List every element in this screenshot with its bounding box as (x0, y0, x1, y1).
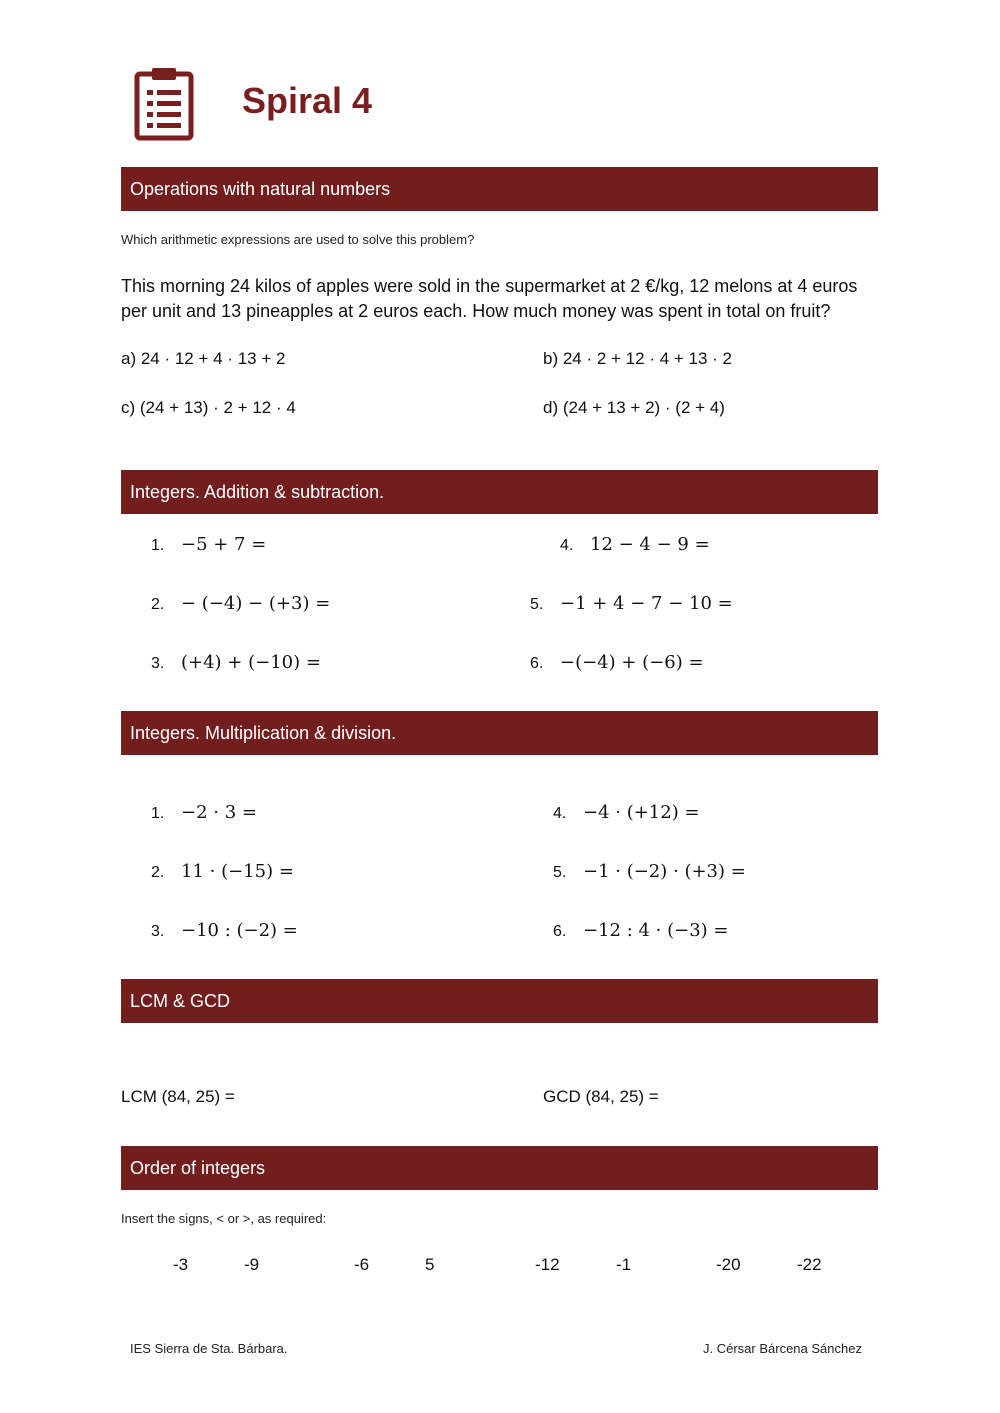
option-a[interactable]: a) 24 · 12 + 4 · 13 + 2 (121, 349, 286, 368)
exercise-item (151, 534, 266, 555)
exercise-number: 4. (553, 805, 567, 822)
exercise-number: 1. (151, 805, 165, 822)
section-header-order: Order of integers (121, 1146, 878, 1190)
lcm-question: LCM (84, 25) = (121, 1087, 235, 1106)
exercise-expression: −10 : (−2) = (181, 920, 298, 941)
exercise-item (553, 802, 700, 823)
exercise-item (553, 861, 746, 882)
exercise-number: 1. (151, 537, 165, 554)
section-header-addition: Integers. Addition & subtraction. (121, 470, 878, 514)
exercise-number: 6. (530, 655, 544, 672)
order-value: -3 (173, 1255, 189, 1274)
section-header-operations: Operations with natural numbers (121, 167, 878, 211)
option-c[interactable]: c) (24 + 13) · 2 + 12 · 4 (121, 398, 296, 417)
exercise-expression: −2 · 3 = (181, 802, 257, 823)
exercise-item (151, 802, 257, 823)
exercise-number: 4. (560, 537, 574, 554)
exercise-item (530, 593, 733, 614)
exercise-item (151, 593, 330, 614)
exercise-item (530, 652, 704, 673)
problem-text: This morning 24 kilos of apples were sold in the supermarket at 2 €/kg, 12 melons at 4 euros per unit and 13 pineapples at 2 euros each. How much money was spent in total on fruit? (121, 276, 858, 321)
exercise-expression: −1 · (−2) · (+3) = (583, 861, 746, 882)
exercise-number: 2. (151, 596, 165, 613)
exercise-item (553, 920, 729, 941)
exercise-item (560, 534, 710, 555)
footer-school: IES Sierra de Sta. Bárbara. (130, 1341, 288, 1356)
option-b[interactable]: b) 24 · 2 + 12 · 4 + 13 · 2 (543, 349, 733, 368)
exercise-expression: 11 · (−15) = (181, 861, 294, 882)
order-value: -6 (354, 1255, 370, 1274)
footer-author: J. Cérsar Bárcena Sánchez (703, 1341, 862, 1356)
order-value: 5 (425, 1255, 435, 1274)
exercise-item (151, 652, 321, 673)
exercise-number: 5. (553, 864, 567, 881)
exercise-item (151, 920, 298, 941)
exercise-expression: −5 + 7 = (181, 534, 267, 555)
clipboard-icon (133, 66, 195, 142)
exercise-number: 2. (151, 864, 165, 881)
gcd-question: GCD (84, 25) = (543, 1087, 659, 1106)
exercise-number: 6. (553, 923, 567, 940)
exercise-expression: 12 − 4 − 9 = (590, 534, 710, 555)
order-value: -9 (244, 1255, 260, 1274)
order-value: -12 (535, 1255, 560, 1274)
option-d[interactable]: d) (24 + 13 + 2) · (2 + 4) (543, 398, 725, 417)
exercise-expression: (+4) + (−10) = (181, 652, 321, 673)
page-title: Spiral 4 (242, 80, 373, 121)
exercise-number: 5. (530, 596, 544, 613)
order-value: -22 (797, 1255, 822, 1274)
exercise-expression: −(−4) + (−6) = (560, 652, 704, 673)
exercise-expression: − (−4) − (+3) = (181, 593, 331, 614)
section-header-multiplication: Integers. Multiplication & division. (121, 711, 878, 755)
exercise-expression: −4 · (+12) = (583, 802, 700, 823)
order-value: -1 (616, 1255, 632, 1274)
exercise-expression: −1 + 4 − 7 − 10 = (560, 593, 733, 614)
instruction-text: Which arithmetic expressions are used to solve this problem? (121, 232, 475, 247)
section-header-lcm-gcd: LCM & GCD (121, 979, 878, 1023)
exercise-item (151, 861, 294, 882)
exercise-number: 3. (151, 923, 165, 940)
instruction-text: Insert the signs, < or >, as required: (121, 1211, 327, 1226)
order-value: -20 (716, 1255, 741, 1274)
exercise-number: 3. (151, 655, 165, 672)
exercise-expression: −12 : 4 · (−3) = (583, 920, 729, 941)
